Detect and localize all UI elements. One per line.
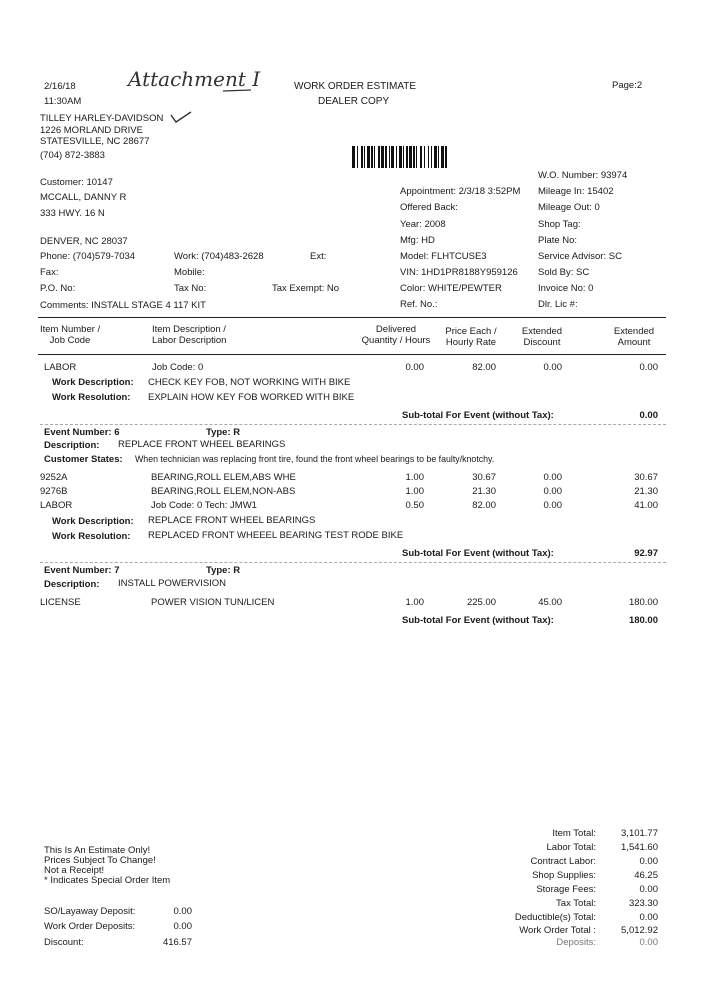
deposits-label: Deposits: [556, 937, 596, 948]
e7-line-desc: POWER VISION TUN/LICEN [151, 597, 275, 608]
customer-ext: Ext: [310, 251, 327, 262]
e6-event-number: Event Number: 6 [44, 427, 120, 438]
col-labor-description: Labor Description [152, 335, 227, 346]
e1-work-desc: CHECK KEY FOB, NOT WORKING WITH BIKE [148, 377, 351, 388]
e7-disc: 45.00 [538, 597, 562, 608]
dealer-street: 1226 MORLAND DRIVE [40, 125, 143, 136]
contract-labor-label: Contract Labor: [530, 856, 596, 867]
plate-number: Plate No: [538, 235, 578, 246]
e1-price: 82.00 [472, 362, 496, 373]
ref-number: Ref. No.: [400, 299, 438, 310]
shop-supplies-label: Shop Supplies: [532, 870, 596, 881]
e1-amt: 0.00 [639, 362, 658, 373]
vehicle-vin: VIN: 1HD1PR8188Y959126 [400, 267, 518, 278]
e6-work-res-label: Work Resolution: [52, 531, 131, 542]
e6-customer-states-label: Customer States: [44, 454, 123, 465]
item-total-value: 3,101.77 [621, 828, 658, 839]
deposits-value: 0.00 [639, 937, 658, 948]
shop-tag: Shop Tag: [538, 219, 581, 230]
e6-line1-price: 30.67 [472, 472, 496, 483]
estimate-note: This Is An Estimate Only! [44, 845, 151, 856]
col-item-number: Item Number / [40, 324, 101, 335]
wo-number: W.O. Number: 93974 [538, 170, 628, 181]
work-order-total-label: Work Order Total : [519, 925, 596, 936]
po-number: P.O. No: [40, 283, 76, 294]
e7-item: LICENSE [40, 597, 81, 608]
e7-desc-label: Description: [44, 579, 100, 590]
e1-subtotal-label: Sub-total For Event (without Tax): [402, 410, 554, 421]
header-bottom-rule [38, 354, 666, 355]
col-delivered: Delivered [375, 324, 417, 335]
col-extended-amount-2: Amount [617, 337, 651, 348]
col-price-each: Price Each / [445, 326, 497, 337]
customer-fax: Fax: [40, 267, 59, 278]
e7-qty: 1.00 [405, 597, 424, 608]
e6-line2-amt: 21.30 [634, 486, 658, 497]
e6-line3-qty: 0.50 [405, 500, 424, 511]
deductible-total-value: 0.00 [639, 912, 658, 923]
e7-type: Type: R [206, 565, 241, 576]
e1-subtotal: 0.00 [639, 410, 658, 421]
document-title: WORK ORDER ESTIMATE [294, 81, 417, 92]
tax-total-value: 323.30 [628, 898, 658, 909]
service-advisor: Service Advisor: SC [538, 251, 622, 262]
col-hourly-rate: Hourly Rate [445, 337, 497, 348]
col-job-code: Job Code [49, 335, 91, 346]
prices-note: Prices Subject To Change! [44, 855, 156, 866]
tax-exempt: Tax Exempt: No [272, 283, 340, 294]
time: 11:30AM [44, 96, 82, 107]
e6-line1-amt: 30.67 [634, 472, 658, 483]
e6-line2-desc: BEARING,ROLL ELEM,NON-ABS [151, 486, 296, 497]
col-item-description: Item Description / [152, 324, 226, 335]
e6-line3-desc: Job Code: 0 Tech: JMW1 [151, 500, 257, 511]
invoice-number: Invoice No: 0 [538, 283, 594, 294]
e6-type: Type: R [206, 427, 241, 438]
customer-phone: Phone: (704)579-7034 [40, 251, 136, 262]
handwritten-annotation: Attachment I [128, 67, 261, 91]
e6-line3-disc: 0.00 [543, 500, 562, 511]
e1-qty: 0.00 [405, 362, 424, 373]
e6-line2-item: 9276B [40, 486, 68, 497]
offered-back: Offered Back: [400, 202, 458, 213]
labor-total-value: 1,541.60 [621, 842, 658, 853]
dealer-phone: (704) 872-3883 [40, 150, 105, 161]
item-total-label: Item Total: [552, 828, 596, 839]
discount-value: 416.57 [162, 937, 192, 948]
e1-work-desc-label: Work Description: [52, 377, 134, 388]
e6-line3-amt: 41.00 [634, 500, 658, 511]
mileage-in: Mileage In: 15402 [538, 186, 614, 197]
tax-total-label: Tax Total: [556, 898, 596, 909]
e6-line1-desc: BEARING,ROLL ELEM,ABS WHE [151, 472, 296, 483]
customer-mobile: Mobile: [174, 267, 205, 278]
e1-desc: Job Code: 0 [152, 362, 204, 373]
e6-line2-qty: 1.00 [405, 486, 424, 497]
e7-price: 225.00 [466, 597, 496, 608]
e1-work-res: EXPLAIN HOW KEY FOB WORKED WITH BIKE [148, 392, 355, 403]
e6-line3-item: LABOR [40, 500, 73, 511]
customer-street: 333 HWY. 16 N [40, 208, 105, 219]
date: 2/16/18 [44, 81, 76, 92]
e7-amt: 180.00 [628, 597, 658, 608]
labor-total-label: Labor Total: [546, 842, 596, 853]
discount-label: Discount: [44, 937, 84, 948]
mileage-out: Mileage Out: 0 [538, 202, 600, 213]
wo-deposits-label: Work Order Deposits: [44, 921, 136, 932]
col-extended-discount-1: Extended [521, 326, 563, 337]
copy-type: DEALER COPY [318, 96, 390, 107]
e1-work-res-label: Work Resolution: [52, 392, 131, 403]
page-number: Page:2 [612, 80, 643, 91]
e7-event-number: Event Number: 7 [44, 565, 120, 576]
e6-line2-disc: 0.00 [543, 486, 562, 497]
dealer-name: TILLEY HARLEY-DAVIDSON [40, 113, 164, 124]
checkmark-icon [170, 110, 192, 124]
separator [40, 562, 666, 563]
e6-subtotal: 92.97 [634, 548, 658, 559]
e1-item: LABOR [44, 362, 77, 373]
e1-disc: 0.00 [543, 362, 562, 373]
vehicle-year: Year: 2008 [400, 219, 446, 230]
e7-subtotal-label: Sub-total For Event (without Tax): [402, 615, 554, 626]
e6-subtotal-label: Sub-total For Event (without Tax): [402, 548, 554, 559]
e6-line2-price: 21.30 [472, 486, 496, 497]
e6-work-desc-label: Work Description: [52, 516, 134, 527]
shop-supplies-value: 46.25 [634, 870, 658, 881]
e6-customer-states: When technician was replacing front tire, found the front wheel bearings to be faulty/knotchy. [135, 454, 495, 464]
storage-fees-value: 0.00 [639, 884, 658, 895]
customer-name: MCCALL, DANNY R [40, 192, 127, 203]
comments: Comments: INSTALL STAGE 4 117 KIT [40, 300, 206, 311]
e6-work-desc: REPLACE FRONT WHEEL BEARINGS [148, 515, 316, 526]
e6-line1-item: 9252A [40, 472, 68, 483]
so-deposit-value: 0.00 [173, 906, 192, 917]
annotation-underline [222, 88, 252, 94]
customer-number: Customer: 10147 [40, 177, 113, 188]
customer-work-phone: Work: (704)483-2628 [174, 251, 264, 262]
col-quantity-hours: Quantity / Hours [361, 335, 431, 346]
tax-number: Tax No: [174, 283, 207, 294]
header-top-rule [38, 317, 666, 318]
dealer-city: STATESVILLE, NC 28677 [40, 136, 150, 147]
e7-desc: INSTALL POWERVISION [118, 578, 227, 589]
appointment: Appointment: 2/3/18 3:52PM [400, 186, 521, 197]
dealer-license: Dlr. Lic #: [538, 299, 578, 310]
separator [40, 424, 666, 425]
e6-line1-disc: 0.00 [543, 472, 562, 483]
vehicle-color: Color: WHITE/PEWTER [400, 283, 502, 294]
col-extended-amount-1: Extended [613, 326, 655, 337]
e6-work-res: REPLACED FRONT WHEEEL BEARING TEST RODE BIKE [148, 530, 404, 541]
wo-deposits-value: 0.00 [173, 921, 192, 932]
receipt-note: Not a Receipt! [44, 865, 105, 876]
deductible-total-label: Deductible(s) Total: [514, 912, 596, 923]
e7-subtotal: 180.00 [628, 615, 658, 626]
customer-city: DENVER, NC 28037 [40, 236, 128, 247]
col-extended-discount-2: Discount [523, 337, 561, 348]
storage-fees-label: Storage Fees: [536, 884, 596, 895]
work-order-total-value: 5,012.92 [621, 925, 658, 936]
e6-desc-label: Description: [44, 440, 100, 451]
e6-desc: REPLACE FRONT WHEEL BEARINGS [118, 439, 286, 450]
e6-line3-price: 82.00 [472, 500, 496, 511]
so-deposit-label: SO/Layaway Deposit: [44, 906, 136, 917]
contract-labor-value: 0.00 [639, 856, 658, 867]
sold-by: Sold By: SC [538, 267, 590, 278]
barcode [352, 146, 556, 168]
vehicle-mfg: Mfg: HD [400, 235, 435, 246]
vehicle-model: Model: FLHTCUSE3 [400, 251, 487, 262]
e6-line1-qty: 1.00 [405, 472, 424, 483]
special-order-note: * Indicates Special Order Item [44, 875, 171, 886]
